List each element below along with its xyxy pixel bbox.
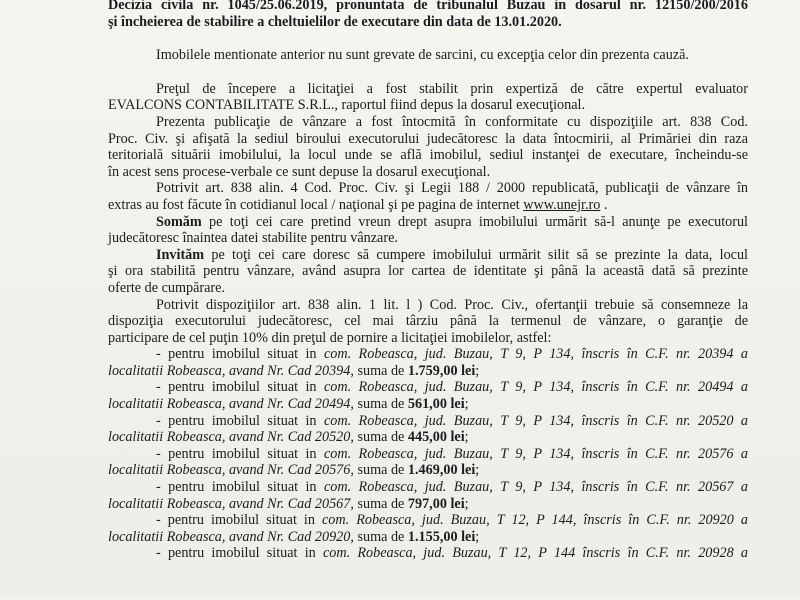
somam-text: pe toţi cei care pretind vreun drept asupra imobilului urmărit să-l anunţe pe executorul bbox=[201, 213, 748, 230]
property-item-line-2 bbox=[108, 529, 748, 546]
property-cadastral: localitatii Robeasca, avand Nr. Cad 20920 bbox=[108, 528, 351, 545]
paragraph-potrivit-line-2 bbox=[108, 197, 748, 214]
property-item-line-2 bbox=[108, 396, 748, 413]
property-prefix: - pentru imobilul situat in bbox=[156, 512, 322, 529]
potrivit-text: extras au fost făcute în cotidianul local / naţional şi pe pagina de internet bbox=[108, 196, 524, 213]
property-item-line-1 bbox=[108, 446, 748, 463]
property-sum: 445,00 lei bbox=[407, 429, 465, 446]
property-prefix: - pentru imobilul situat in bbox=[156, 379, 324, 396]
property-item-line-1 bbox=[108, 413, 748, 430]
property-sum-label: , suma de bbox=[350, 396, 408, 413]
property-cadastral: localitatii Robeasca, avand Nr. Cad 20520 bbox=[108, 429, 351, 446]
paragraph-potrivit-line-1: Potrivit art. 838 alin. 4 Cod. Proc. Civ. şi Legii 188 / 2000 republicată, publicaţii de vânzare în bbox=[156, 180, 748, 197]
paragraph-invitam-line-2: şi ora stabilită pentru vânzare, având asupra lor cartea de identitate şi până la această dată să prezinte bbox=[108, 263, 748, 280]
property-sum-label: , suma de bbox=[350, 495, 408, 512]
header-line-1: Decizia civila nr. 1045/25.06.2019, pronuntata de tribunalul Buzau in dosarul nr. 12150/200/2016 bbox=[108, 0, 748, 13]
property-sum: 1.469,00 lei bbox=[407, 462, 476, 479]
property-prefix: - pentru imobilul situat in bbox=[156, 545, 323, 562]
property-item-line-1 bbox=[108, 545, 748, 562]
property-end: ; bbox=[475, 528, 480, 545]
paragraph-publicatie-line-4: în acest sens procese-verbale ce sunt depuse la dosarul execuţional. bbox=[108, 163, 491, 180]
property-item-line-2 bbox=[108, 429, 748, 446]
invitam-text: pe toţi cei care doresc să cumpere imobilului urmărit silit să se prezinte la data, locul bbox=[204, 246, 748, 263]
property-sum: 561,00 lei bbox=[407, 396, 465, 413]
paragraph-somam-line-2: judecătoresc înaintea datei stabilite pentru vânzare. bbox=[108, 230, 398, 247]
property-list bbox=[108, 346, 748, 562]
property-prefix: - pentru imobilul situat in bbox=[156, 445, 324, 462]
property-item-line-1 bbox=[108, 379, 748, 396]
paragraph-pret-line-1: Preţul de începere a licitaţiei a fost stabilit prin expertiză de către expertul evaluator bbox=[156, 80, 748, 97]
property-location: com. Robeasca, jud. Buzau, T 9, P 134, înscris în C.F. nr. 20567 a bbox=[323, 479, 748, 496]
paragraph-garantie-line-3: participare de cel puţin 10% din preţul de pornire a licitaţiei imobilelor, astfel: bbox=[108, 329, 552, 346]
property-cadastral: localitatii Robeasca, avand Nr. Cad 20494 bbox=[108, 396, 351, 413]
property-location: com. Robeasca, jud. Buzau, T 9, P 134, înscris în C.F. nr. 20394 a bbox=[323, 346, 748, 363]
property-cadastral: localitatii Robeasca, avand Nr. Cad 20394 bbox=[108, 362, 351, 379]
property-location: com. Robeasca, jud. Buzau, T 12, P 144 înscris în C.F. nr. 20928 a bbox=[322, 545, 748, 562]
property-location: com. Robeasca, jud. Buzau, T 12, P 144, înscris în C.F. nr. 20920 a bbox=[321, 512, 748, 529]
paragraph-somam-line-1 bbox=[108, 214, 748, 231]
somam-bold: Somăm bbox=[156, 213, 202, 230]
property-cadastral: localitatii Robeasca, avand Nr. Cad 20567 bbox=[108, 495, 351, 512]
paragraph-pret-line-2: EVALCONS CONTABILITATE S.R.L., raportul fiind depus la dosarul execuţional. bbox=[108, 97, 586, 114]
paragraph-garantie-line-2: dispoziţia executorului judecătoresc, cel mai târziu până la termenul de vânzare, o garanţie de bbox=[108, 313, 748, 330]
property-end: ; bbox=[464, 495, 469, 512]
property-item-line-2 bbox=[108, 462, 748, 479]
property-sum-label: , suma de bbox=[350, 528, 408, 545]
paragraph-invitam-line-1 bbox=[108, 247, 748, 264]
paragraph-sarcini: Imobilele mentionate anterior nu sunt grevate de sarcini, cu excepţia celor din prezenta cauză. bbox=[156, 47, 689, 64]
property-prefix: - pentru imobilul situat in bbox=[156, 412, 324, 429]
property-sum-label: , suma de bbox=[350, 462, 408, 479]
property-item-line-1 bbox=[108, 512, 748, 529]
property-sum: 797,00 lei bbox=[407, 495, 465, 512]
invitam-bold: Invităm bbox=[156, 246, 205, 263]
property-sum-label: , suma de bbox=[350, 429, 408, 446]
property-item-line-1 bbox=[108, 346, 748, 363]
paragraph-publicatie-line-2: Proc. Civ. şi afişată la sediul biroului executorului judecătoresc la data întocmirii, al Primăriei din raza bbox=[108, 130, 748, 147]
property-sum: 1.155,00 lei bbox=[407, 528, 476, 545]
paragraph-publicatie-line-1: Prezenta publicaţie de vânzare a fost întocmită în conformitate cu dispoziţiile art. 838 Cod. bbox=[156, 113, 748, 130]
property-sum: 1.759,00 lei bbox=[407, 362, 476, 379]
property-cadastral: localitatii Robeasca, avand Nr. Cad 20576 bbox=[108, 462, 351, 479]
property-item-line-1 bbox=[108, 479, 748, 496]
property-prefix: - pentru imobilul situat in bbox=[156, 479, 324, 496]
property-end: ; bbox=[475, 362, 480, 379]
property-location: com. Robeasca, jud. Buzau, T 9, P 134, înscris în C.F. nr. 20520 a bbox=[323, 412, 748, 429]
paragraph-garantie-line-1: Potrivit dispoziţiilor art. 838 alin. 1 lit. l ) Cod. Proc. Civ., ofertanţii trebuie să consemneze la bbox=[156, 296, 748, 313]
website-link[interactable]: www.unejr.ro bbox=[523, 196, 601, 213]
header-line-2: şi încheierea de stabilire a cheltuielilor de executare din data de 13.01.2020. bbox=[108, 13, 562, 30]
property-item-line-2 bbox=[108, 496, 748, 513]
property-item-line-2 bbox=[108, 363, 748, 380]
property-prefix: - pentru imobilul situat in bbox=[156, 346, 324, 363]
property-sum-label: , suma de bbox=[350, 362, 408, 379]
property-end: ; bbox=[464, 396, 469, 413]
website-tail: . bbox=[600, 196, 608, 213]
property-end: ; bbox=[475, 462, 480, 479]
paragraph-publicatie-line-3: teritorială situării imobilului, la locul unde se află imobilul, sediul instanţei de executare, încheindu-se bbox=[108, 147, 748, 164]
property-end: ; bbox=[464, 429, 469, 446]
paragraph-invitam-line-3: oferte de cumpărare. bbox=[108, 279, 225, 296]
property-location: com. Robeasca, jud. Buzau, T 9, P 134, înscris în C.F. nr. 20576 a bbox=[323, 445, 748, 462]
property-location: com. Robeasca, jud. Buzau, T 9, P 134, înscris în C.F. nr. 20494 a bbox=[323, 379, 748, 396]
